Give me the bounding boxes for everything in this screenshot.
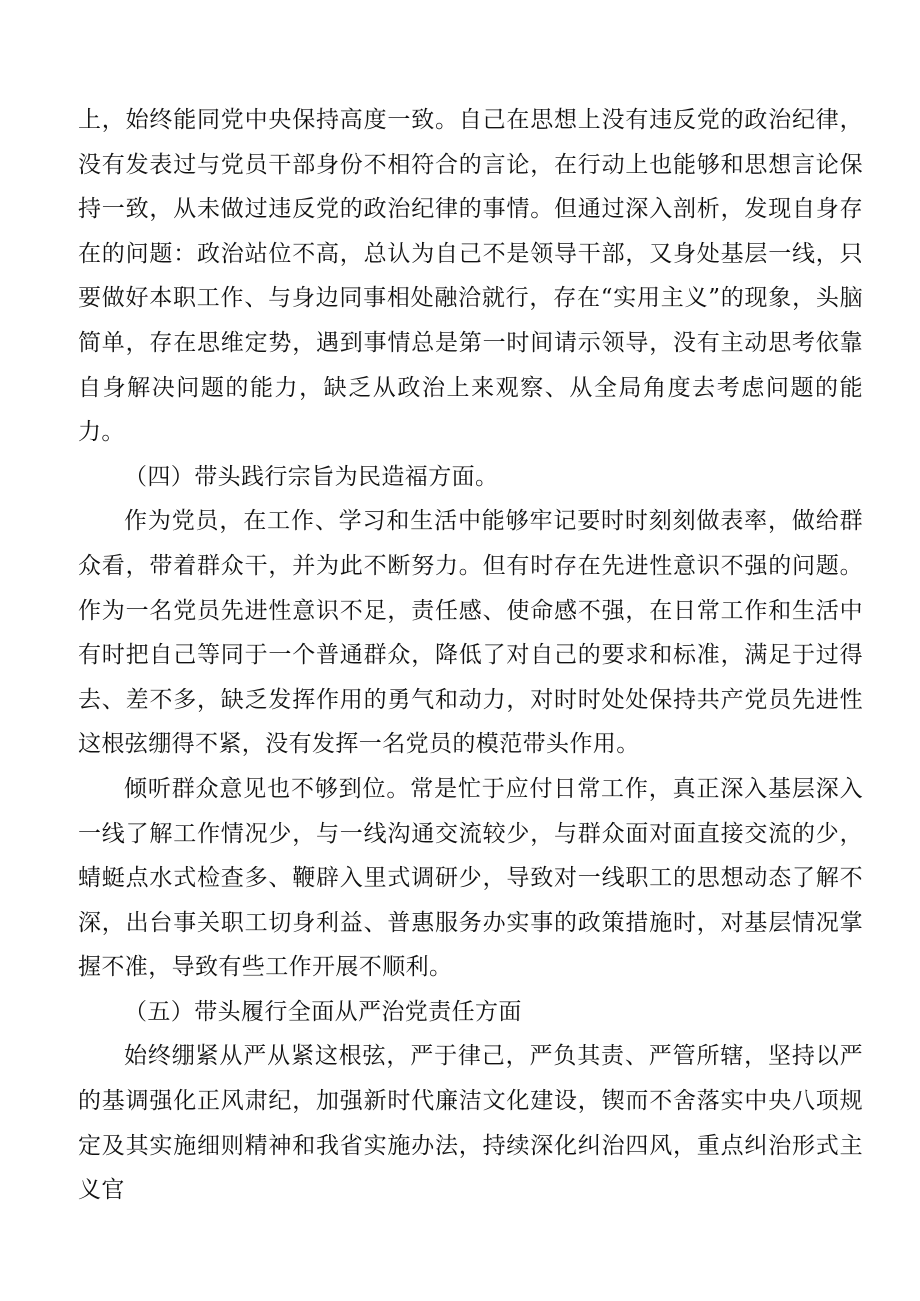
paragraph-listening: 倾听群众意见也不够到位。常是忙于应付日常工作，真正深入基层深入一线了解工作情况少，与一线沟通交流较少，与群众面对面直接交流的少，蜻蜓点水式检查多、鞭辟入里式调研少，导致对一线职工的思想动态了解不深，出台事关职工切身利益、普惠服务办实事的政策措施时，对基层情况掌握不准，导致有些工作开展不顺利。 (78, 775, 863, 981)
paragraph-discipline: 始终绷紧从严从紧这根弦，严于律己，严负其责、严管所辖，坚持以严的基调强化正风肃纪，加强新时代廉洁文化建设，锲而不舍落实中央八项规定及其实施细则精神和我省实施办法，持续深化纠治四风，重点纠治形式主义官 (78, 1043, 863, 1204)
paragraph-continuation: 上，始终能同党中央保持高度一致。自己在思想上没有违反党的政治纪律，没有发表过与党员干部身份不相符合的言论，在行动上也能够和思想言论保持一致，从未做过违反党的政治纪律的事情。但通过深入剖析，发现自身存在的问题：政治站位不高，总认为自己不是领导干部，又身处基层一线，只要做好本职工作、与身边同事相处融洽就行，存在“实用主义”的现象，头脑简单，存在思维定势，遇到事情总是第一时间请示领导，没有主动思考依靠自身解决问题的能力，缺乏从政治上来观察、从全局角度去考虑问题的能力。 (78, 107, 863, 446)
document-body (78, 98, 863, 1213)
section-heading-4: （四）带头践行宗旨为民造福方面。 (124, 463, 499, 490)
section-heading-5: （五）带头履行全面从严治党责任方面 (124, 998, 522, 1025)
paragraph-vanguard: 作为党员，在工作、学习和生活中能够牢记要时时刻刻做表率，做给群众看，带着群众干，并为此不断努力。但有时存在先进性意识不强的问题。作为一名党员先进性意识不足，责任感、使命感不强，在日常工作和生活中有时把自己等同于一个普通群众，降低了对自己的要求和标准，满足于过得去、差不多，缺乏发挥作用的勇气和动力，对时时处处保持共产党员先进性这根弦绷得不紧，没有发挥一名党员的模范带头作用。 (78, 508, 863, 758)
